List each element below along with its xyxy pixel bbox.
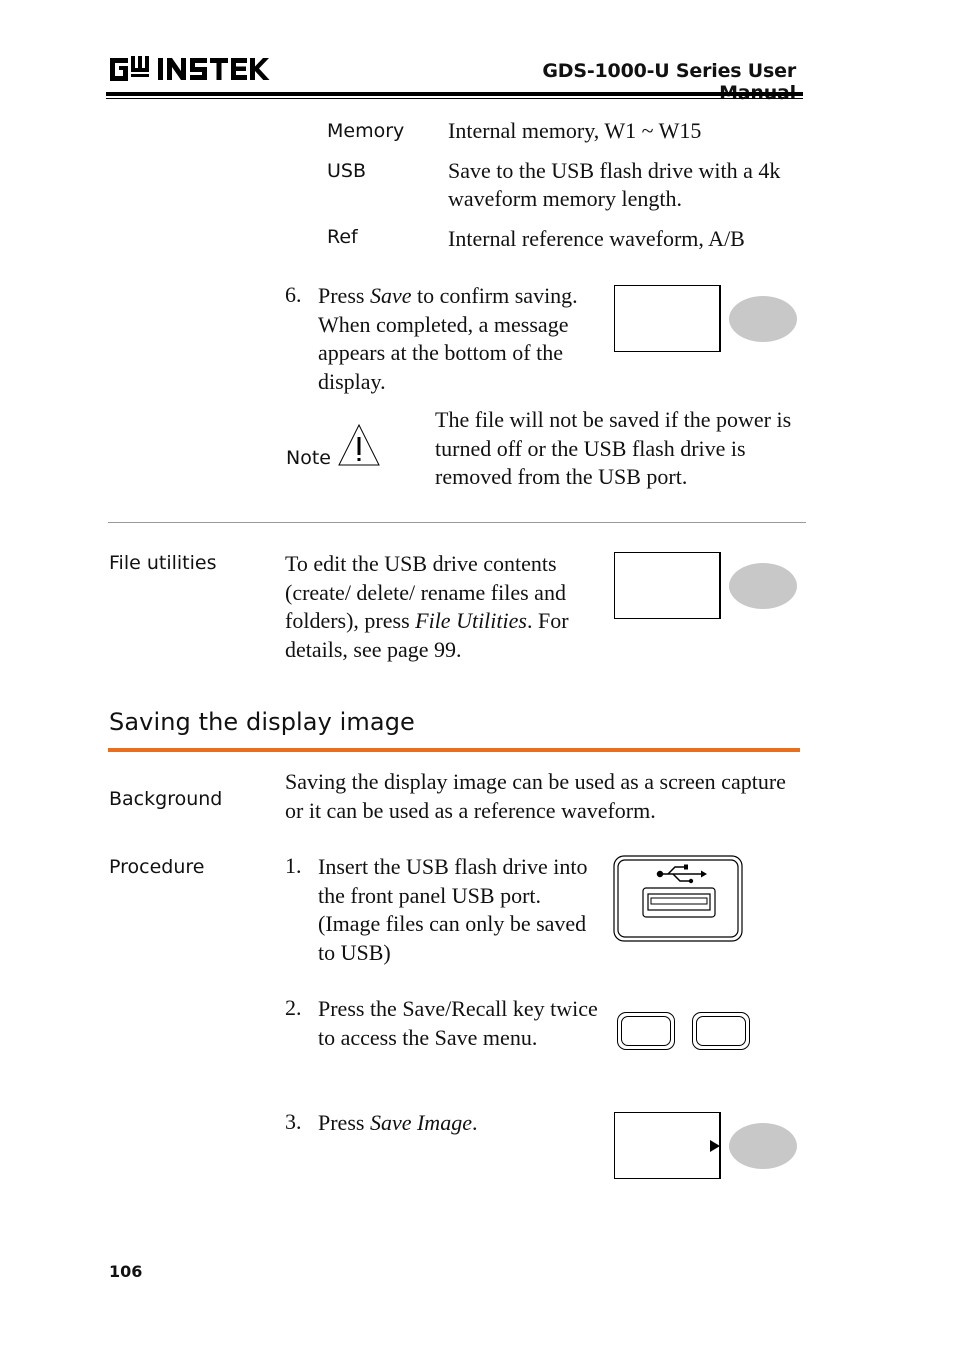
step-number: 1. bbox=[285, 853, 302, 878]
save-softkey-button[interactable] bbox=[729, 296, 797, 342]
option-desc-ref: Internal reference waveform, A/B bbox=[448, 226, 745, 251]
section-title: Saving the display image bbox=[109, 708, 415, 736]
note-label: Note bbox=[286, 447, 331, 469]
header-rule-thin bbox=[106, 98, 803, 99]
step-6-text: Press Save to confirm saving. When completed, a message appears at the bottom of the display. bbox=[318, 283, 578, 394]
file-utilities-text: To edit the USB drive contents (create/ delete/ rename files and folders), press File Utilities. For details, see page 99. bbox=[285, 551, 569, 662]
save-image-softkey-label-box bbox=[614, 1112, 721, 1179]
option-desc-usb: Save to the USB flash drive with a 4k waveform memory length. bbox=[448, 158, 781, 211]
file-utilities-softkey-label-box bbox=[614, 552, 721, 619]
gw-instek-logo bbox=[108, 52, 278, 86]
warning-triangle-icon bbox=[337, 423, 381, 467]
procedure-label: Procedure bbox=[109, 856, 205, 878]
separator bbox=[108, 522, 806, 523]
save-recall-key-second-press[interactable] bbox=[692, 1012, 750, 1050]
option-label-usb: USB bbox=[327, 160, 367, 182]
page-number: 106 bbox=[109, 1262, 143, 1281]
step-number: 2. bbox=[285, 995, 302, 1020]
step-number: 6. bbox=[285, 282, 302, 307]
step-number: 3. bbox=[285, 1109, 302, 1134]
option-desc-memory: Internal memory, W1 ~ W15 bbox=[448, 118, 702, 143]
procedure-step-3-text: Press Save Image. bbox=[318, 1110, 478, 1135]
procedure-step-2-text: Press the Save/Recall key twice to access the Save menu. bbox=[318, 996, 598, 1050]
file-utilities-softkey-button[interactable] bbox=[729, 563, 797, 609]
usb-port-icon bbox=[613, 855, 744, 943]
procedure-step-1-text: Insert the USB flash drive into the front panel USB port. (Image files can only be saved to USB) bbox=[318, 854, 588, 965]
save-image-softkey-button[interactable] bbox=[729, 1123, 797, 1169]
manual-title: GDS-1000-U Series User bbox=[542, 60, 796, 82]
save-softkey-label-box bbox=[614, 285, 721, 352]
note-text: The file will not be saved if the power is turned off or the USB flash drive is removed from the USB port. bbox=[435, 407, 792, 489]
header-rule bbox=[106, 92, 803, 96]
arrow-right-icon bbox=[710, 1140, 720, 1152]
background-text: Saving the display image can be used as a screen capture or it can be used as a reference waveform. bbox=[285, 769, 786, 823]
section-rule bbox=[108, 748, 800, 752]
option-label-memory: Memory bbox=[327, 120, 405, 142]
background-label: Background bbox=[109, 788, 223, 810]
option-label-ref: Ref bbox=[327, 226, 358, 248]
file-utilities-label: File utilities bbox=[109, 552, 217, 574]
save-recall-key[interactable] bbox=[617, 1012, 675, 1050]
